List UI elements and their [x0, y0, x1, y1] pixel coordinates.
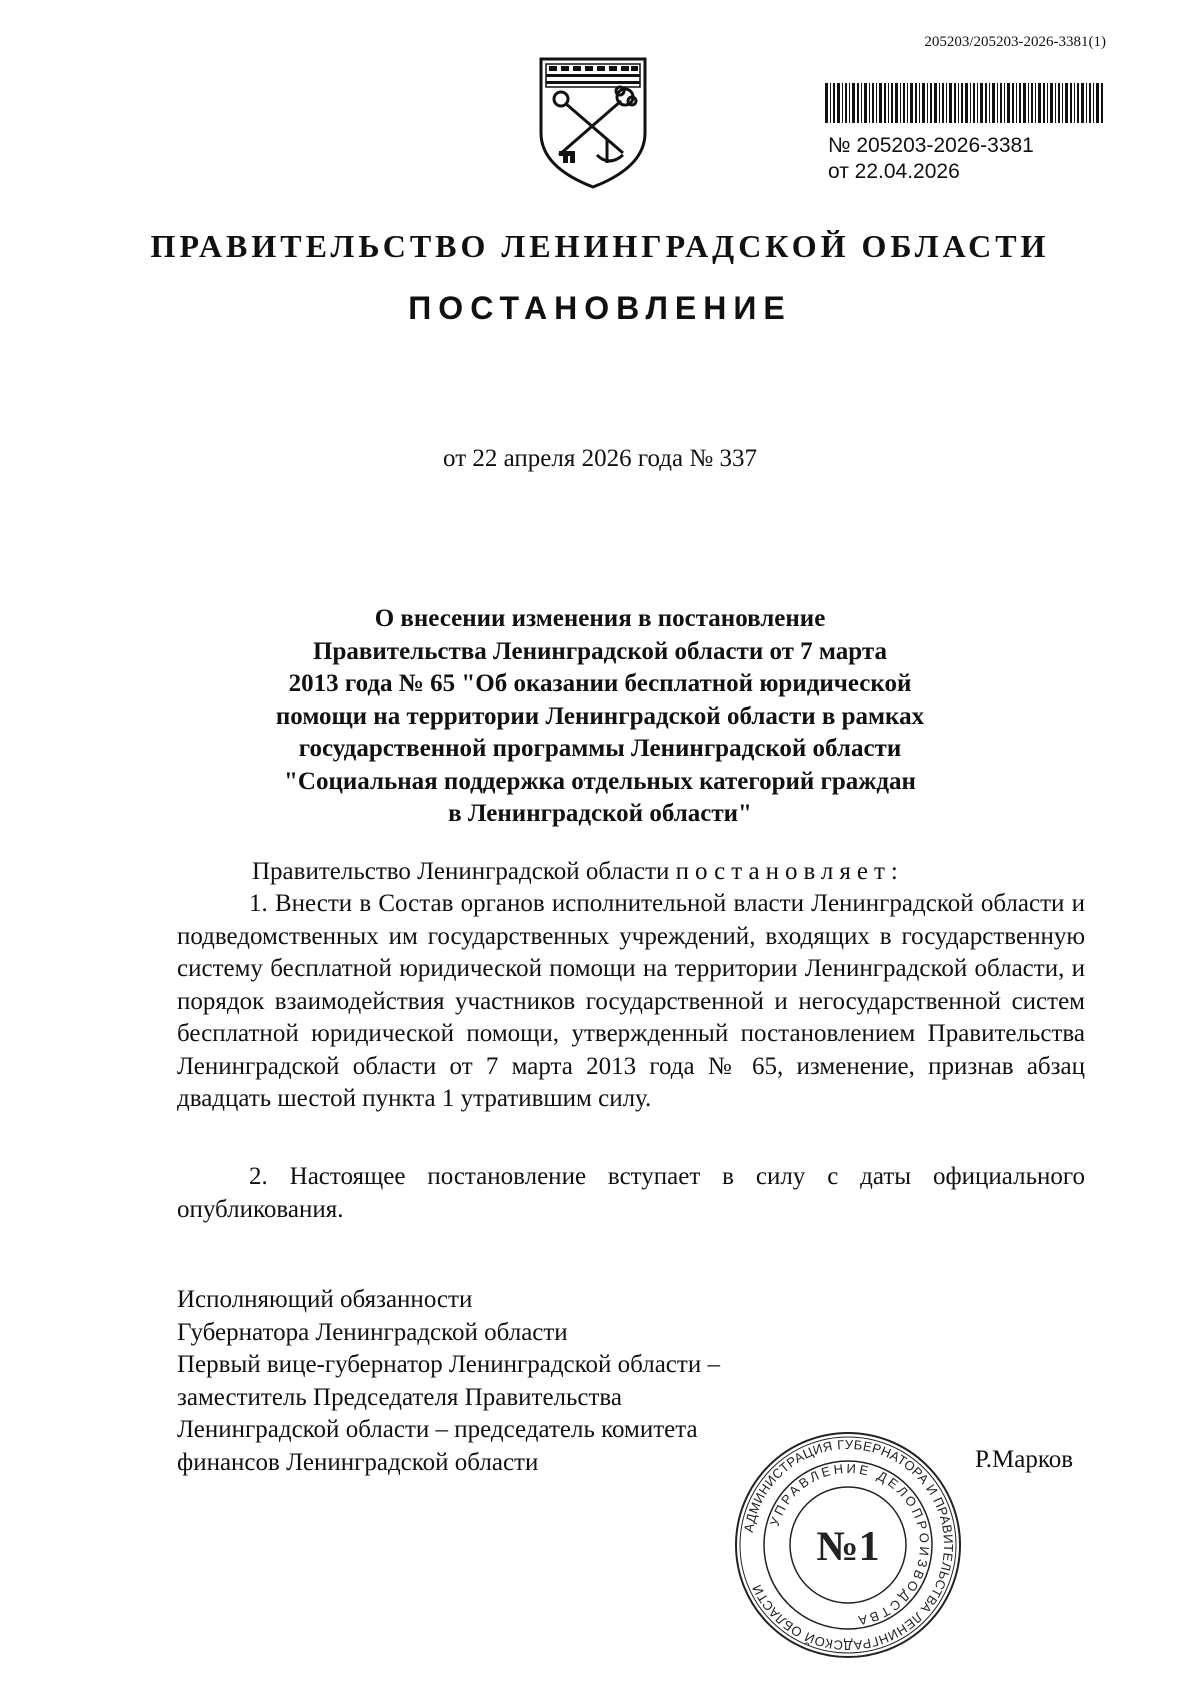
document-subject	[180, 603, 1020, 831]
subject-line: помощи на территории Ленинградской области в рамках	[275, 702, 925, 730]
signature-position-line: Губернатора Ленинградской области	[177, 1318, 568, 1346]
signature-position-line: заместитель Председателя Правительства	[177, 1383, 623, 1411]
preamble-resolves: постановляет:	[675, 858, 904, 885]
signature-position-line: Первый вице-губернатор Ленинградской области –	[177, 1351, 720, 1378]
registration-top: 205203/205203-2026-3381(1)	[924, 34, 1106, 50]
registration-number: № 205203-2026-3381	[828, 134, 1034, 157]
seal-inner-text: УПРАВЛЕНИЕ ДЕЛОПРОИЗВОДСТВА	[766, 1460, 933, 1629]
registration-date: от 22.04.2026	[828, 160, 960, 183]
signatory-name: Р.Марков	[975, 1446, 1074, 1473]
seal-outer-text: АДМИНИСТРАЦИЯ ГУБЕРНАТОРА И ПРАВИТЕЛЬСТВА ЛЕНИНГРАДСКОЙ ОБЛАСТИ	[740, 1436, 957, 1654]
subject-line: 2013 года № 65 "Об оказании бесплатной юридической	[288, 670, 912, 697]
signature-position-line: Ленинградской области – председатель комитета	[177, 1416, 698, 1443]
coat-of-arms-emblem	[537, 55, 649, 191]
document-date-number: от 22 апреля 2026 года № 337	[443, 445, 757, 472]
subject-line: государственной программы Ленинградской области	[298, 735, 902, 762]
official-seal-stamp	[733, 1430, 963, 1660]
preamble	[252, 856, 904, 888]
subject-line: О внесении изменения в постановление	[374, 605, 826, 632]
subject-line: в Ленинградской области"	[448, 800, 752, 827]
barcode	[825, 83, 1103, 123]
signature-position-line: финансов Ленинградской области	[177, 1448, 539, 1476]
preamble-text: Правительство Ленинградской области	[252, 858, 676, 885]
signature-position-line: Исполняющий обязанности	[177, 1286, 473, 1313]
paragraph-1: 1. Внести в Состав органов исполнительной власти Ленинградской области и подведомственных им государственных учреждений, входящих в государственную систему бесплатной юридической помощи на территории Ленинградской области, и порядок взаимодействия участников государственной и негосударственной систем бесплатной юридической помощи, утвержденный постановлением Правительства Ленинградской области от 7 марта 2013 года № 65, изменение, признав абзац двадцать шестой пункта 1 утратившим силу.	[177, 890, 1085, 1112]
subject-line: "Социальная поддержка отдельных категорий граждан	[284, 767, 916, 795]
signature-position	[177, 1284, 720, 1479]
paragraph-2: 2. Настоящее постановление вступает в силу с даты официального опубликования.	[177, 1163, 1085, 1223]
seal-number: №1	[816, 1524, 880, 1570]
document-type: ПОСТАНОВЛЕНИЕ	[408, 290, 792, 326]
subject-line: Правительства Ленинградской области от 7 марта	[313, 637, 887, 665]
authority-title: ПРАВИТЕЛЬСТВО ЛЕНИНГРАДСКОЙ ОБЛАСТИ	[150, 228, 1050, 264]
